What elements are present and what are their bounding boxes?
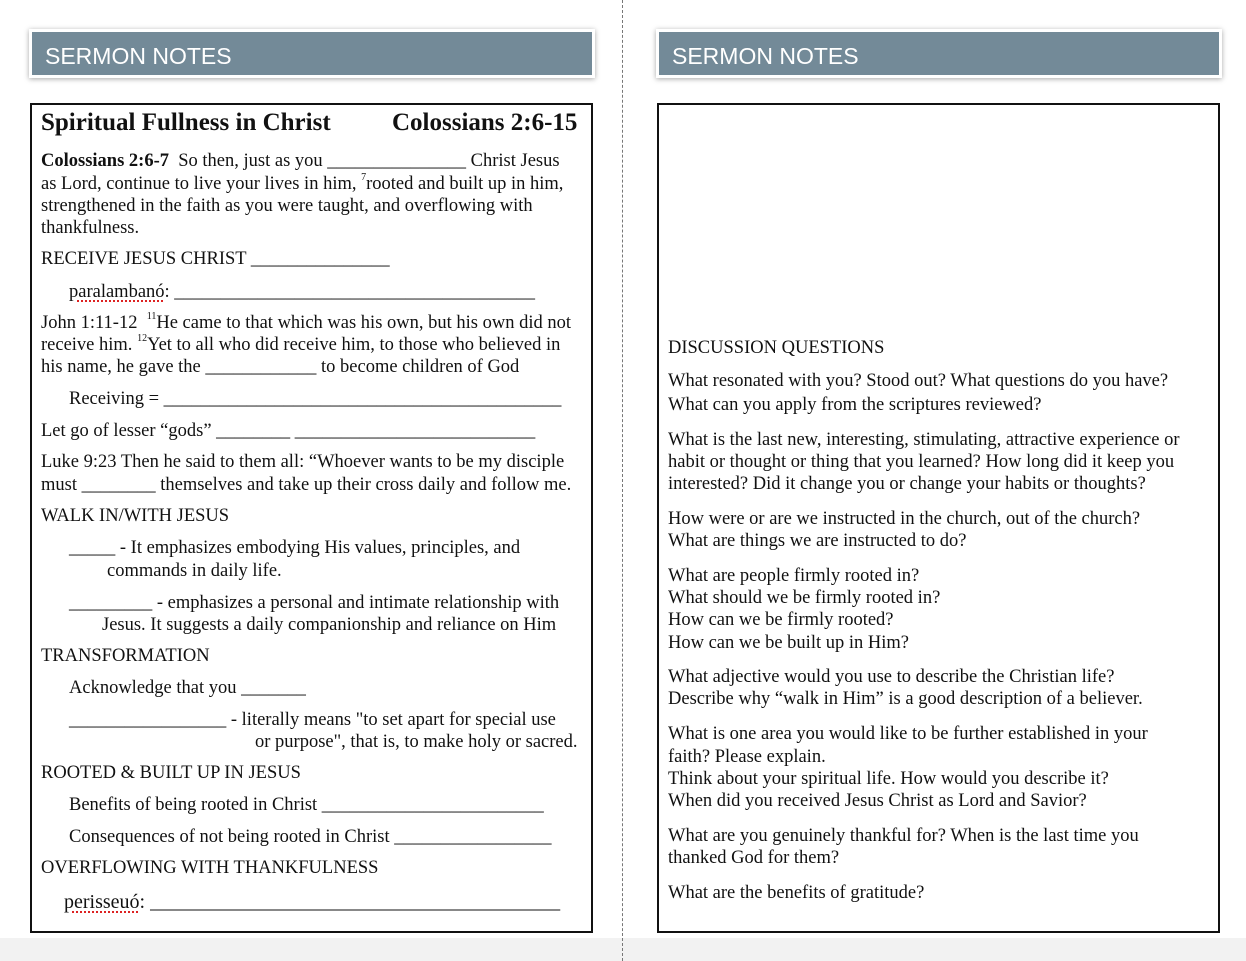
verse-number-11: 11 (146, 311, 157, 322)
walk-item-1-line-1: _____ - It emphasizes embodying His values, principles, and (69, 538, 521, 558)
luke-line-2: must ________ themselves and take up their cross daily and follow me. (41, 475, 572, 495)
question-1-line-2: What can you apply from the scriptures reviewed? (668, 395, 1042, 415)
question-7-line-1: What are you genuinely thankful for? When is the last time you (668, 826, 1139, 846)
sermon-title: Spiritual Fullness in Christ (41, 109, 331, 136)
consequences-line: Consequences of not being rooted in Christ _________________ (69, 827, 552, 847)
question-6-line-2: faith? Please explain. (668, 747, 826, 767)
perisseuo-blank: : _________________________________________ (139, 891, 561, 913)
perisseuo-word: perisseuó (64, 891, 140, 913)
left-header: SERMON NOTES (29, 29, 595, 78)
acknowledge-line: Acknowledge that you _______ (69, 678, 306, 698)
question-5-line-1: What adjective would you use to describe the Christian life? (668, 667, 1115, 687)
question-4-line-1: What are people firmly rooted in? (668, 566, 920, 586)
question-6-line-3: Think about your spiritual life. How would you describe it? (668, 769, 1109, 789)
verse-line-3: strengthened in the faith as you were taught, and overflowing with (41, 196, 533, 216)
john-text-2b: Yet to all who did receive him, to those who believed in (147, 335, 561, 355)
discussion-heading: DISCUSSION QUESTIONS (668, 338, 885, 358)
paralambano-word: paralambanó (69, 282, 165, 302)
overflowing-heading: OVERFLOWING WITH THANKFULNESS (41, 858, 379, 878)
transformation-heading: TRANSFORMATION (41, 646, 210, 666)
question-4-line-2: What should we be firmly rooted in? (668, 588, 941, 608)
sanctification-line-1: _________________ - literally means "to set apart for special use (69, 710, 556, 730)
question-2-line-2: habit or thought or thing that you learned? How long did it keep you (668, 452, 1175, 472)
john-text-2a: receive him. (41, 335, 133, 355)
question-4-line-3: How can we be firmly rooted? (668, 610, 894, 630)
question-2-line-1: What is the last new, interesting, stimulating, attractive experience or (668, 430, 1180, 450)
question-3-line-1: How were or are we instructed in the church, out of the church? (668, 509, 1141, 529)
verse-text-2a: as Lord, continue to live your lives in him, (41, 174, 357, 194)
walk-heading: WALK IN/WITH JESUS (41, 506, 230, 526)
walk-item-2-line-1: _________ - emphasizes a personal and intimate relationship with (69, 593, 560, 613)
verse-text-2b: rooted and built up in him, (366, 174, 564, 194)
sanctification-line-2: or purpose", that is, to make holy or sacred. (255, 732, 578, 752)
verse-ref: Colossians 2:6-7 (41, 151, 169, 171)
question-3-line-2: What are things we are instructed to do? (668, 531, 967, 551)
let-go-line: Let go of lesser “gods” ________ __________________________ (41, 421, 536, 441)
john-ref: John 1:11-12 (41, 313, 138, 333)
luke-line-1: Luke 9:23 Then he said to them all: “Whoever wants to be my disciple (41, 452, 565, 472)
verse-text-1: So then, just as you _______________ Christ Jesus (178, 151, 560, 171)
question-2-line-3: interested? Did it change you or change your habits or thoughts? (668, 474, 1146, 494)
walk-item-1-line-2: commands in daily life. (107, 561, 282, 581)
receive-heading: RECEIVE JESUS CHRIST _______________ (41, 249, 390, 269)
sermon-reference: Colossians 2:6-15 (392, 109, 578, 136)
paralambano-line (69, 281, 535, 303)
question-7-line-2: thanked God for them? (668, 848, 840, 868)
question-6-line-4: When did you received Jesus Christ as Lord and Savior? (668, 791, 1087, 811)
receiving-line: Receiving = ___________________________________________ (69, 389, 562, 409)
question-6-line-1: What is one area you would like to be further established in your (668, 724, 1148, 744)
question-8: What are the benefits of gratitude? (668, 883, 925, 903)
john-line-2 (41, 334, 560, 356)
john-text-1: He came to that which was his own, but his own did not (156, 313, 571, 333)
verse-line-1 (41, 150, 560, 172)
fold-divider (622, 0, 623, 961)
rooted-heading: ROOTED & BUILT UP IN JESUS (41, 763, 301, 783)
question-1-line-1: What resonated with you? Stood out? What questions do you have? (668, 371, 1169, 391)
verse-line-2 (41, 173, 563, 195)
verse-number-7: 7 (361, 172, 367, 183)
benefits-line: Benefits of being rooted in Christ ________________________ (69, 795, 544, 815)
walk-item-2-line-2: Jesus. It suggests a daily companionship and reliance on Him (102, 615, 557, 635)
question-4-line-4: How can we be built up in Him? (668, 633, 909, 653)
paralambano-blank: : _______________________________________ (164, 282, 536, 302)
john-line-1 (41, 312, 571, 334)
perisseuo-line (64, 891, 560, 913)
right-header: SERMON NOTES (656, 29, 1222, 78)
verse-number-12: 12 (137, 333, 148, 344)
john-line-3: his name, he gave the ____________ to become children of God (41, 357, 520, 377)
verse-line-4: thankfulness. (41, 218, 140, 238)
question-5-line-2: Describe why “walk in Him” is a good description of a believer. (668, 689, 1143, 709)
bottom-band (0, 938, 1246, 961)
